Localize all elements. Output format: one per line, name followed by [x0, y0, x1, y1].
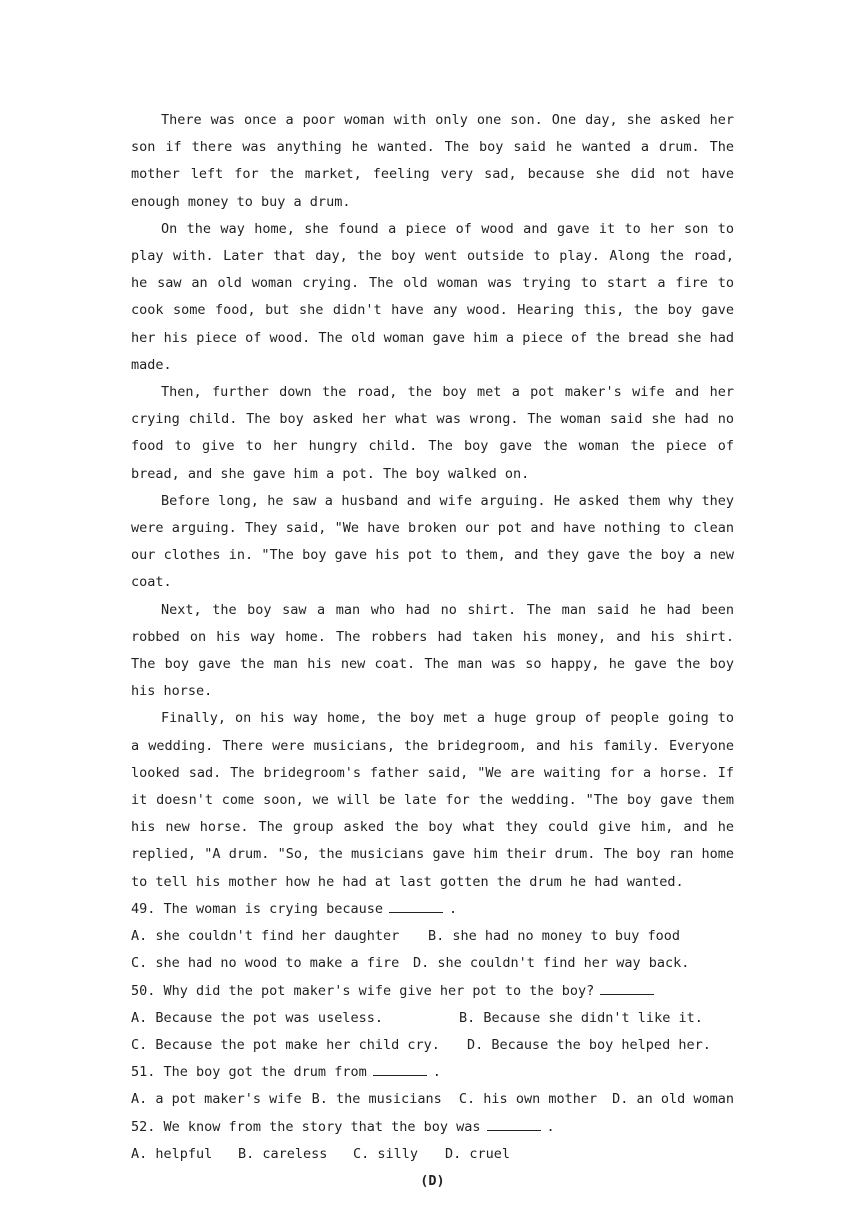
- passage: [131, 107, 734, 896]
- answer-blank: [389, 898, 443, 913]
- options-row: [131, 1032, 734, 1059]
- answer-blank: [487, 1116, 541, 1131]
- option-a: A. she couldn't find her daughter: [131, 928, 400, 945]
- option-a: A. helpful: [131, 1145, 213, 1162]
- option-c: C. his own mother: [458, 1091, 598, 1108]
- options-row: [131, 1141, 734, 1168]
- section-label: (D): [420, 1172, 445, 1189]
- question-49: [131, 896, 734, 923]
- option-b: B. she had no money to buy food: [428, 928, 680, 945]
- question-stem: 52. We know from the story that the boy was: [131, 1118, 481, 1135]
- option-c: C. silly: [353, 1145, 419, 1162]
- question-suffix: .: [546, 1118, 555, 1135]
- question-52: [131, 1114, 734, 1141]
- passage-paragraph: Before long, he saw a husband and wife arguing. He asked them why they were arguing. They said, "We have broken our pot and have nothing to clean our clothes in. "The boy gave his pot to them, and they gave the boy a new coat.: [131, 492, 734, 591]
- question-51: [131, 1059, 734, 1086]
- passage-paragraph: Finally, on his way home, the boy met a huge group of people going to a wedding. There were musicians, the bridegroom, and his family. Everyone looked sad. The bridegroom's father said, "We are waiting for a horse. If it doesn't come soon, we will be late for the wedding. "The boy gave them his new horse. The group asked the boy what they could give him, and he replied, "A drum. "So, the musicians gave him their drum. The boy ran home to tell his mother how he had at last gotten the drum he had wanted.: [131, 710, 734, 890]
- option-c: C. Because the pot make her child cry.: [131, 1036, 440, 1053]
- question-stem: 49. The woman is crying because: [131, 900, 383, 917]
- answer-blank: [373, 1061, 427, 1076]
- options-row: [131, 1086, 734, 1113]
- options-row: [131, 1005, 734, 1032]
- option-d: D. she couldn't find her way back.: [413, 955, 690, 972]
- option-d: D. Because the boy helped her.: [467, 1036, 711, 1053]
- question-stem: 50. Why did the pot maker's wife give her pot to the boy?: [131, 982, 595, 999]
- options-row: [131, 950, 734, 977]
- question-stem: 51. The boy got the drum from: [131, 1064, 367, 1081]
- passage-paragraph: Next, the boy saw a man who had no shirt. The man said he had been robbed on his way home. The robbers had taken his money, and his shirt. The boy gave the man his new coat. The man was so happy, he gave the boy his horse.: [131, 601, 734, 700]
- passage-paragraph: Then, further down the road, the boy met a pot maker's wife and her crying child. The boy asked her what was wrong. The woman said she had no food to give to her hungry child. The boy gave the woman the piece of bread, and she gave him a pot. The boy walked on.: [131, 384, 734, 482]
- answer-blank: [600, 980, 654, 995]
- option-a: A. Because the pot was useless.: [131, 1009, 383, 1026]
- passage-paragraph: On the way home, she found a piece of wood and gave it to her son to play with. Later that day, the boy went outside to play. Along the road, he saw an old woman crying. The old woman was trying to start a fire to cook some food, but she didn't have any wood. Hearing this, the boy gave her his piece of wood. The old woman gave him a piece of the bread she had made.: [131, 220, 734, 373]
- passage-paragraph: There was once a poor woman with only one son. One day, she asked her son if there was anything he wanted. The boy said he wanted a drum. The mother left for the market, feeling very sad, because she did not have enough money to buy a drum.: [131, 112, 734, 210]
- question-suffix: .: [448, 900, 458, 917]
- option-b: B. careless: [238, 1145, 328, 1162]
- option-b: B. Because she didn't like it.: [459, 1009, 703, 1026]
- option-c: C. she had no wood to make a fire: [131, 955, 400, 972]
- options-row: [131, 923, 734, 950]
- option-d: D. cruel: [445, 1145, 511, 1162]
- option-b: B. the musicians: [311, 1091, 442, 1108]
- document-page: [131, 107, 734, 1195]
- option-a: A. a pot maker's wife: [131, 1091, 302, 1108]
- option-d: D. an old woman: [612, 1091, 734, 1108]
- question-50: [131, 978, 734, 1005]
- question-suffix: .: [432, 1064, 441, 1081]
